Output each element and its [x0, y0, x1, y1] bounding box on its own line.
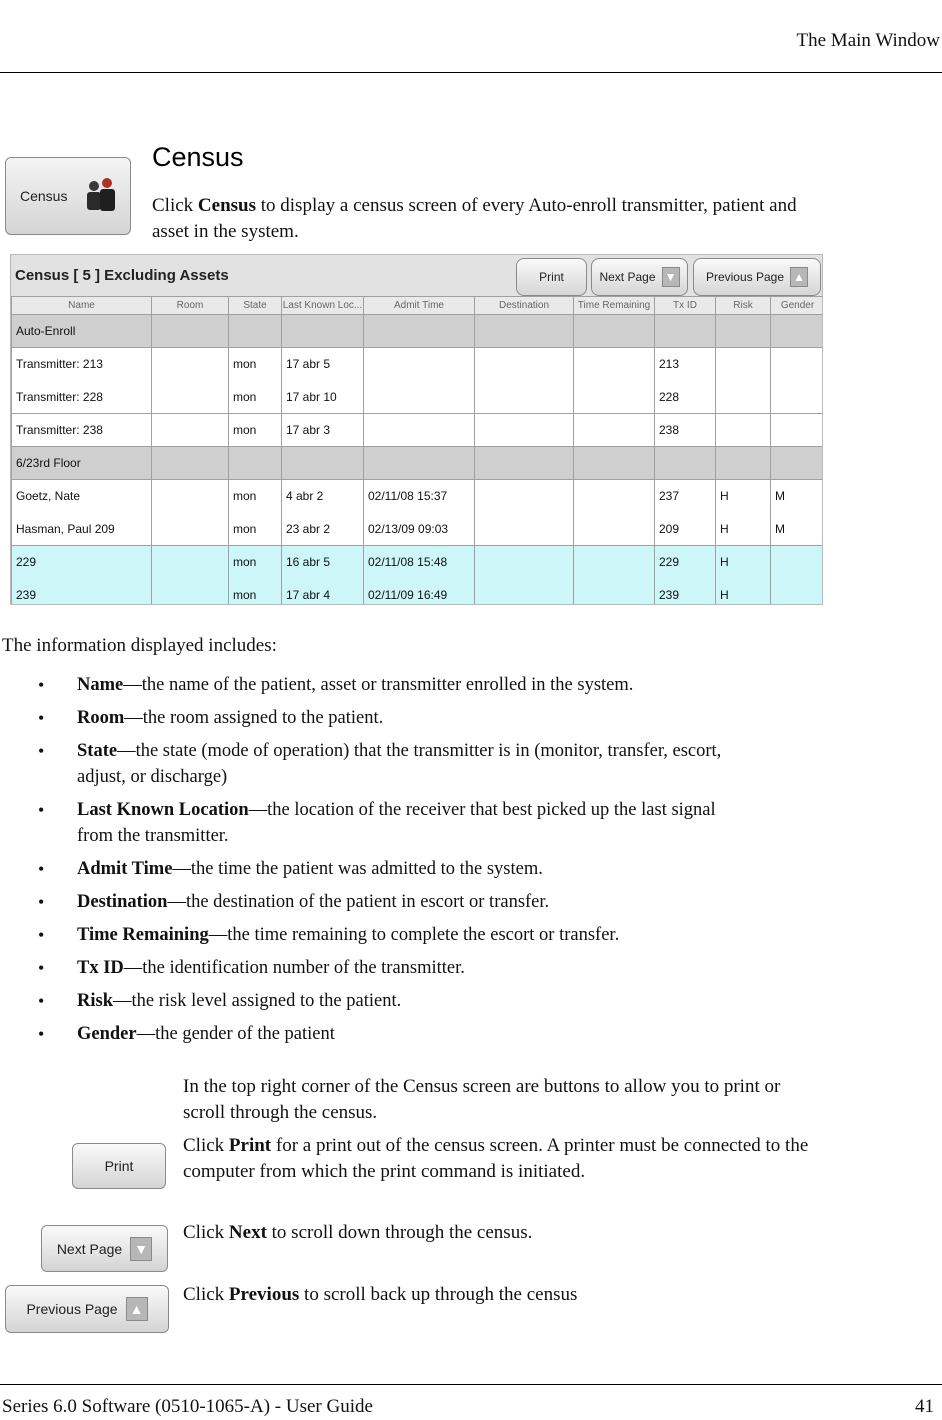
group-cell: [655, 447, 716, 480]
table-cell: [152, 579, 229, 606]
table-cell: H: [716, 546, 771, 579]
table-cell: H: [716, 480, 771, 513]
table-cell: [364, 381, 475, 414]
table-cell: [475, 381, 574, 414]
table-cell: 239: [655, 579, 716, 606]
table-cell: [574, 480, 655, 513]
table-cell: 16 abr 5: [282, 546, 364, 579]
table-cell: mon: [229, 579, 282, 606]
column-header[interactable]: Time Remaining: [574, 297, 655, 315]
group-name: 6/23rd Floor: [12, 447, 152, 480]
table-cell: [152, 381, 229, 414]
census-button[interactable]: [5, 157, 131, 235]
field-list: [38, 672, 738, 1054]
census-table: [11, 296, 823, 605]
table-cell: Transmitter: 213: [12, 348, 152, 381]
bullet-icon: •: [38, 800, 45, 820]
table-cell: [771, 414, 824, 447]
group-cell: [655, 315, 716, 348]
group-name: Auto-Enroll: [12, 315, 152, 348]
group-cell: [152, 315, 229, 348]
field-term: Risk: [77, 991, 113, 1011]
bullet-icon: •: [38, 958, 45, 978]
field-description: —the risk level assigned to the patient.: [113, 991, 402, 1011]
group-row[interactable]: [12, 447, 824, 480]
bullet-icon: •: [38, 925, 45, 945]
group-cell: [771, 315, 824, 348]
table-cell: M: [771, 513, 824, 546]
table-cell: Transmitter: 228: [12, 381, 152, 414]
table-cell: 237: [655, 480, 716, 513]
arrow-down-icon: ▼: [662, 267, 680, 287]
arrow-up-icon: ▲: [790, 267, 808, 287]
bullet-icon: •: [38, 675, 45, 695]
field-term: Tx ID: [77, 958, 124, 978]
table-cell: 02/13/09 09:03: [364, 513, 475, 546]
table-cell: Hasman, Paul 209: [12, 513, 152, 546]
group-cell: [282, 315, 364, 348]
field-description: —the name of the patient, asset or transmitter enrolled in the system.: [123, 675, 634, 695]
field-description: —the identification number of the transmitter.: [123, 958, 465, 978]
field-term: State: [77, 741, 118, 761]
section-title: Census: [152, 142, 244, 172]
census-intro: Click Census to display a census screen of every Auto-enroll transmitter, patient and asset in the system.: [152, 195, 797, 242]
table-cell: [475, 480, 574, 513]
field-description: —the gender of the patient: [136, 1024, 335, 1044]
table-cell: 17 abr 5: [282, 348, 364, 381]
table-row[interactable]: [12, 414, 824, 447]
arrow-up-icon: ▲: [126, 1297, 148, 1321]
previous-description: Click Previous to scroll back up through the census: [183, 1284, 578, 1305]
field-description: —the location of the receiver that best picked up the last signal from the transmitter.: [77, 800, 716, 846]
table-cell: [574, 414, 655, 447]
group-cell: [152, 447, 229, 480]
table-cell: mon: [229, 513, 282, 546]
table-cell: [574, 381, 655, 414]
table-cell: [475, 546, 574, 579]
table-cell: mon: [229, 546, 282, 579]
header-rule: [0, 72, 942, 73]
table-cell: [475, 414, 574, 447]
table-cell: 17 abr 3: [282, 414, 364, 447]
field-description: —the time remaining to complete the escort or transfer.: [208, 925, 620, 945]
table-row[interactable]: [12, 381, 824, 414]
list-item: [38, 889, 738, 915]
table-cell: [475, 513, 574, 546]
table-cell: Goetz, Nate: [12, 480, 152, 513]
list-item: [38, 705, 738, 731]
footer-guide-title: Series 6.0 Software (0510-1065-A) - User Guide: [2, 1396, 373, 1417]
page-number: 41: [915, 1396, 934, 1417]
field-term: Name: [77, 675, 124, 695]
table-cell: Transmitter: 238: [12, 414, 152, 447]
census-button-label: Census: [20, 188, 68, 204]
table-cell: [152, 480, 229, 513]
list-item: [38, 797, 738, 849]
table-row[interactable]: [12, 480, 824, 513]
table-cell: [771, 348, 824, 381]
group-cell: [716, 447, 771, 480]
group-cell: [475, 315, 574, 348]
column-header[interactable]: Tx ID: [655, 297, 716, 315]
bullet-icon: •: [38, 708, 45, 728]
table-cell: 02/11/08 15:37: [364, 480, 475, 513]
census-screenshot: [10, 254, 823, 605]
table-cell: 239: [12, 579, 152, 606]
field-description: —the room assigned to the patient.: [124, 708, 384, 728]
table-cell: [574, 513, 655, 546]
group-cell: [574, 315, 655, 348]
group-cell: [282, 447, 364, 480]
list-item: [38, 922, 738, 948]
previous-page-button-example[interactable]: Previous Page ▲: [5, 1285, 169, 1333]
table-cell: 228: [655, 381, 716, 414]
bullet-icon: •: [38, 892, 45, 912]
next-description: Click Next to scroll down through the census.: [183, 1222, 533, 1243]
table-cell: mon: [229, 348, 282, 381]
table-cell: 229: [655, 546, 716, 579]
footer-rule: [0, 1384, 942, 1385]
table-cell: [716, 348, 771, 381]
field-term: Last Known Location: [77, 800, 249, 820]
column-header[interactable]: Name: [12, 297, 152, 315]
table-cell: 213: [655, 348, 716, 381]
table-cell: [152, 546, 229, 579]
table-cell: 17 abr 10: [282, 381, 364, 414]
field-term: Admit Time: [77, 859, 173, 879]
column-header[interactable]: Admit Time: [364, 297, 475, 315]
field-term: Room: [77, 708, 125, 728]
print-button-example[interactable]: Print: [72, 1143, 166, 1189]
table-cell: [475, 579, 574, 606]
table-cell: [574, 348, 655, 381]
table-cell: [771, 381, 824, 414]
field-description: —the destination of the patient in escort or transfer.: [167, 892, 550, 912]
list-item: [38, 1021, 738, 1047]
group-cell: [229, 447, 282, 480]
group-cell: [475, 447, 574, 480]
bullet-icon: •: [38, 991, 45, 1011]
group-cell: [229, 315, 282, 348]
table-cell: [574, 546, 655, 579]
table-row[interactable]: [12, 513, 824, 546]
print-button[interactable]: Print: [516, 258, 587, 296]
table-row[interactable]: [12, 579, 824, 606]
print-description: Click Print for a print out of the census screen. A printer must be connected to the computer from which the print command is initiated.: [183, 1135, 809, 1182]
column-header[interactable]: Destination: [475, 297, 574, 315]
table-cell: [716, 414, 771, 447]
table-cell: 02/11/09 16:49: [364, 579, 475, 606]
table-cell: [152, 414, 229, 447]
list-item: [38, 738, 738, 790]
column-header[interactable]: Room: [152, 297, 229, 315]
running-header: The Main Window: [796, 30, 940, 51]
group-cell: [574, 447, 655, 480]
table-cell: H: [716, 513, 771, 546]
table-cell: [771, 579, 824, 606]
column-header[interactable]: Last Known Loc...: [282, 297, 364, 315]
bullet-icon: •: [38, 741, 45, 761]
table-cell: 238: [655, 414, 716, 447]
field-term: Destination: [77, 892, 168, 912]
field-description: —the time the patient was admitted to the system.: [172, 859, 543, 879]
table-cell: mon: [229, 480, 282, 513]
table-cell: H: [716, 579, 771, 606]
table-cell: [716, 381, 771, 414]
table-cell: 229: [12, 546, 152, 579]
next-page-button[interactable]: Next Page ▼: [591, 258, 688, 296]
list-item: [38, 672, 738, 698]
table-row[interactable]: [12, 546, 824, 579]
table-cell: 4 abr 2: [282, 480, 364, 513]
table-cell: M: [771, 480, 824, 513]
people-icon: [80, 176, 120, 216]
table-cell: 23 abr 2: [282, 513, 364, 546]
table-cell: [475, 348, 574, 381]
group-cell: [716, 315, 771, 348]
previous-page-button[interactable]: Previous Page ▲: [693, 258, 821, 296]
table-cell: [364, 348, 475, 381]
table-cell: [771, 546, 824, 579]
census-screen-title: Census [ 5 ] Excluding Assets: [15, 267, 229, 284]
list-item: [38, 988, 738, 1014]
table-cell: 02/11/08 15:48: [364, 546, 475, 579]
column-header[interactable]: State: [229, 297, 282, 315]
bullet-icon: •: [38, 1024, 45, 1044]
bullet-icon: •: [38, 859, 45, 879]
group-row[interactable]: [12, 315, 824, 348]
table-cell: [152, 513, 229, 546]
column-header[interactable]: Risk: [716, 297, 771, 315]
table-cell: 17 abr 4: [282, 579, 364, 606]
table-cell: mon: [229, 381, 282, 414]
group-cell: [771, 447, 824, 480]
table-cell: mon: [229, 414, 282, 447]
field-description: —the state (mode of operation) that the transmitter is in (monitor, transfer, escort, adjust, or discharge): [77, 741, 722, 787]
group-cell: [364, 315, 475, 348]
arrow-down-icon: ▼: [130, 1237, 152, 1261]
table-cell: [574, 579, 655, 606]
table-cell: [152, 348, 229, 381]
field-term: Gender: [77, 1024, 137, 1044]
next-page-button-example[interactable]: Next Page ▼: [41, 1225, 168, 1272]
table-cell: 209: [655, 513, 716, 546]
column-header[interactable]: Gender: [771, 297, 824, 315]
table-row[interactable]: [12, 348, 824, 381]
list-item: [38, 856, 738, 882]
list-item: [38, 955, 738, 981]
field-term: Time Remaining: [77, 925, 209, 945]
table-cell: [364, 414, 475, 447]
info-intro: The information displayed includes:: [2, 635, 277, 656]
buttons-intro: In the top right corner of the Census screen are buttons to allow you to print or scroll through the census.: [183, 1076, 781, 1123]
group-cell: [364, 447, 475, 480]
